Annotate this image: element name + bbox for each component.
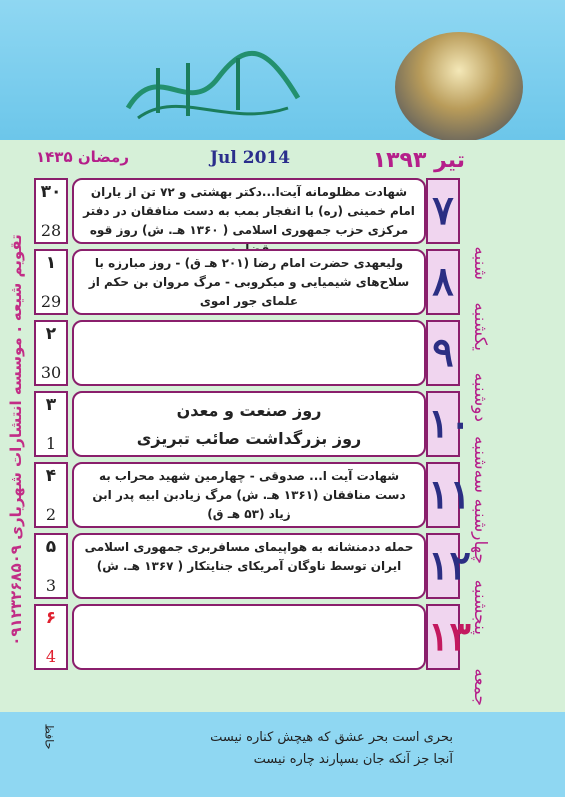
calligraphy-logo bbox=[118, 38, 310, 134]
event-text: ولیعهدی حضرت امام رضا (۲۰۱ هـ ق) - روز مبارزه با سلاح‌های شیمیایی و میکروبی - مرگ مروان بن حکم از علمای جور اموی bbox=[72, 249, 426, 315]
hijri-day: ۲ bbox=[45, 324, 57, 344]
hijri-month-label: ۱۴۳۵ رمضان bbox=[36, 148, 129, 166]
day-name: شنبه bbox=[470, 246, 490, 280]
day-row bbox=[34, 320, 460, 386]
day-name: دوشنبه bbox=[470, 372, 490, 422]
hijri-day: ۳ bbox=[45, 395, 57, 415]
greg-day: 30 bbox=[40, 363, 62, 382]
day-row bbox=[34, 462, 471, 528]
publisher-vertical-text: تقویم شیعه . موسسه انتشارات شهریاری ۰۹۱۲۳۲۶۸۵۰۹ bbox=[7, 234, 25, 646]
solar-day-number: ۹ bbox=[426, 320, 460, 386]
hijri-day: ۶ bbox=[45, 608, 57, 628]
day-name: جمعه bbox=[470, 668, 490, 706]
greg-day: 29 bbox=[40, 292, 62, 311]
date-box bbox=[34, 320, 68, 386]
greg-day: 28 bbox=[40, 221, 62, 240]
greg-day: 3 bbox=[45, 576, 57, 595]
date-box bbox=[34, 178, 68, 244]
day-row bbox=[34, 604, 471, 670]
hijri-day: ۱ bbox=[45, 253, 57, 273]
solar-day-number: ۱۲ bbox=[426, 533, 460, 599]
day-row bbox=[34, 391, 471, 457]
solar-day-number: ۱۳ bbox=[426, 604, 460, 670]
event-text: شهادت مظلومانه آیت‌ا...دکتر بهشتی و ۷۲ تن از یاران امام خمینی (ره) با انفجار بمب به دست منافقان در دفتر مرکزی حزب جمهوری اسلامی ( ۱۳۶۰ هـ. ش) روز قوه bbox=[72, 178, 426, 244]
event-text bbox=[72, 604, 426, 670]
hijri-day: ۳۰ bbox=[40, 182, 62, 202]
hijri-day: ۵ bbox=[45, 537, 57, 557]
greg-day: 1 bbox=[45, 434, 57, 453]
day-name: پنجشنبه bbox=[470, 579, 490, 635]
hijri-day: ۴ bbox=[45, 466, 57, 486]
date-box bbox=[34, 604, 68, 670]
day-row bbox=[34, 178, 460, 244]
day-row bbox=[34, 533, 471, 599]
event-text: روز صنعت و معدن روز بزرگداشت صائب تبریزی bbox=[72, 391, 426, 457]
date-box bbox=[34, 249, 68, 315]
greg-month-label: Jul 2014 bbox=[210, 148, 291, 168]
poem-line-1: بحری است بحر عشق که هیچش کناره نیست bbox=[210, 730, 453, 745]
solar-day-number: ۷ bbox=[426, 178, 460, 244]
solar-day-number: ۸ bbox=[426, 249, 460, 315]
solar-day-number: ۱۱ bbox=[426, 462, 460, 528]
top-banner bbox=[0, 0, 565, 140]
date-box bbox=[34, 533, 68, 599]
shrine-photo bbox=[395, 32, 523, 142]
day-row bbox=[34, 249, 460, 315]
date-box bbox=[34, 391, 68, 457]
event-text bbox=[72, 320, 426, 386]
solar-month-label: تیر ۱۳۹۳ bbox=[372, 148, 465, 173]
greg-day: 4 bbox=[45, 647, 57, 666]
date-box bbox=[34, 462, 68, 528]
event-text: شهادت آیت ا... صدوقی - چهارمین شهید محراب به دست منافقان (۱۳۶۱ هـ. ش) مرگ زیادبن ابیه پدر ابن زیاد (۵۳ هـ ق) bbox=[72, 462, 426, 528]
poet-name: حافظ bbox=[42, 723, 56, 750]
day-name: یکشنبه bbox=[470, 302, 490, 351]
poem-line-2: آنجا جز آنکه جان بسپارند چاره نیست bbox=[253, 752, 453, 767]
greg-day: 2 bbox=[45, 505, 57, 524]
solar-day-number: ۱۰ bbox=[426, 391, 460, 457]
day-name: سه‌شنبه bbox=[470, 436, 490, 493]
event-text: حمله ددمنشانه به هواپیمای مسافربری جمهوری اسلامی ایران توسط ناوگان آمریکای جنایتکار ( ۱۳۶۷ هـ. ش) bbox=[72, 533, 426, 599]
day-name: چهارشنبه bbox=[470, 498, 490, 564]
